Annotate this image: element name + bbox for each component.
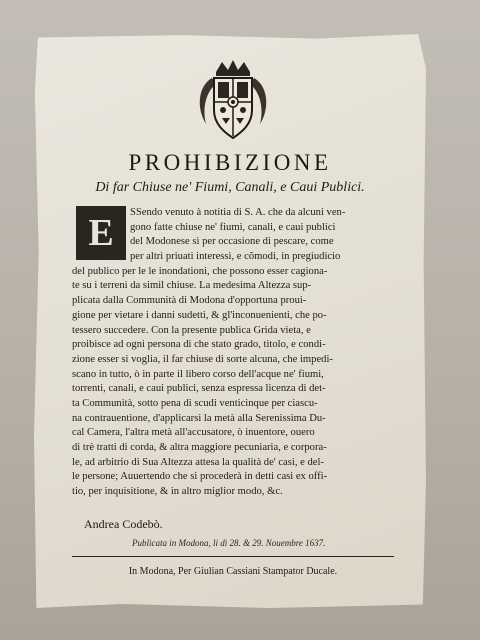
body-line: tio, per inquisitione, & in altro miglior modo, &c. [72, 486, 283, 498]
body-line: per altri priuati interessi, e cõmodi, in pregiudicio [130, 251, 341, 263]
coat-of-arms-emblem [192, 58, 274, 142]
body-line: te su i terreni da simil chiuse. La medesima Altezza sup- [72, 280, 312, 292]
body-line: scano in tutto, ò in parte il libero corso dell'acque ne' fiumi, [72, 368, 324, 380]
proclamation-text [72, 206, 394, 500]
document-subtitle: Di far Chiuse ne' Fiumi, Canali, e Caui Publici. [95, 180, 365, 195]
body-line: na contrauentione, d'applicarsi la metà alla Serenissima Du- [72, 412, 326, 424]
decorated-initial-letter: E [76, 206, 126, 260]
body-line: gono fatte chiuse ne' fiumi, canali, e caui publici [130, 221, 336, 233]
body-line: proibisce ad ogni persona di che stato grado, titolo, e condi- [72, 339, 326, 351]
publication-note: Publicata in Modona, li dì 28. & 29. Nouembre 1637. [132, 538, 326, 548]
body-line: di trè tratti di corda, & altra maggiore pecuniaria, e corpora- [72, 442, 327, 453]
body-line: tessero succedere. Con la presente publica Grida vieta, e [72, 324, 311, 336]
body-line: plicata dalla Communità di Modona d'opportuna proui- [72, 295, 307, 307]
body-line: ta Communità, sotto pena di scudi venticinque per ciascu- [72, 397, 318, 409]
body-line: zione esser si voglia, il far chiuse di sorte alcuna, che impedi- [72, 353, 333, 365]
body-line: del Modonese sì per occasione di pescare, come [130, 236, 334, 248]
body-line: gione per vietare i danni sudetti, & gl'inconuenienti, che po- [72, 309, 327, 321]
body-line: cal Camera, l'altra metà all'accusatore, ò inuentore, ouero [72, 427, 315, 439]
body-line: torrenti, canali, e caui publici, senza espressa licenza di det- [72, 383, 326, 395]
signature: Andrea Codebò. [84, 517, 163, 531]
body-line: le, ad arbitrio di Sua Altezza attesa la qualità de' casi, e del- [72, 456, 324, 468]
document-title: PROHIBIZIONE [128, 150, 332, 175]
divider-line [72, 556, 394, 557]
printer-imprint: In Modona, Per Giulian Cassiani Stampator Ducale. [128, 566, 338, 577]
body-line: SSendo venuto à notitia di S. A. che da alcuni ven- [130, 207, 346, 218]
body-line: le persone; Auuertendo che si procederà in detti casi ex offi- [72, 471, 328, 483]
body-line: del publico per le le inondationi, che possono esser cagiona- [72, 265, 328, 277]
